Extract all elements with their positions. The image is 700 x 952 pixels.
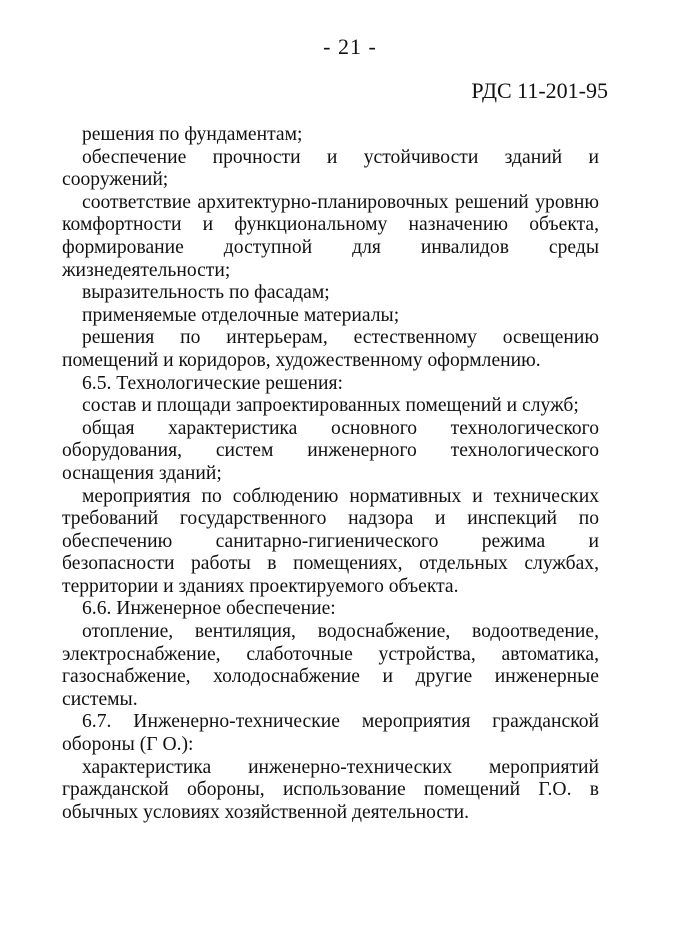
section-heading: 6.7. Инженерно-технические мероприятия гражданской обороны (Г О.): [62,711,599,756]
paragraph: выразительность по фасадам; [82,282,330,304]
paragraph: обеспечение прочности и устойчивости зданий и сооружений; [62,146,599,191]
paragraph: решения по интерьерам, естественному освещению помещений и коридоров, художественному оформлению. [62,327,599,371]
paragraph: применяемые отделочные материалы; [82,304,400,326]
section-heading: 6.5. Технологические решения: [82,372,343,394]
paragraph: характеристика инженерно-технических мероприятий гражданской обороны, использование помещений Г.О. в обычных условиях хозяйственной деятельности. [62,756,599,823]
paragraph: решения по фундаментам; [82,124,303,145]
paragraph: общая характеристика основного технологического оборудования, систем инженерного технологического оснащения зданий; [62,417,599,484]
paragraph: отопление, вентиляция, водоснабжение, водоотведение, электроснабжение, слаботочные устройства, автоматика, газоснабжение, холодоснабжение и другие инженерные системы. [62,621,599,710]
document-code: РДС 11-201-95 [471,78,608,103]
paragraph: состав и площади запроектированных помещений и служб; [82,395,579,417]
paragraph: мероприятия по соблюдению нормативных и технических требований государственного надзора и инспекций по обеспечению санитарно-гигиенического режима и безопасности работы в помещениях, отдельных службах, территории и зданиях проектируемого объекта. [62,485,599,597]
section-heading: 6.6. Инженерное обеспечение: [82,598,336,620]
page-number: - 21 - [323,34,377,59]
paragraph: соответствие архитектурно-планировочных решений уровню комфортности и функциональному назначению объекта, формирование доступной для инвалидов среды жизнедеятельности; [62,191,599,281]
body-text [62,124,599,824]
